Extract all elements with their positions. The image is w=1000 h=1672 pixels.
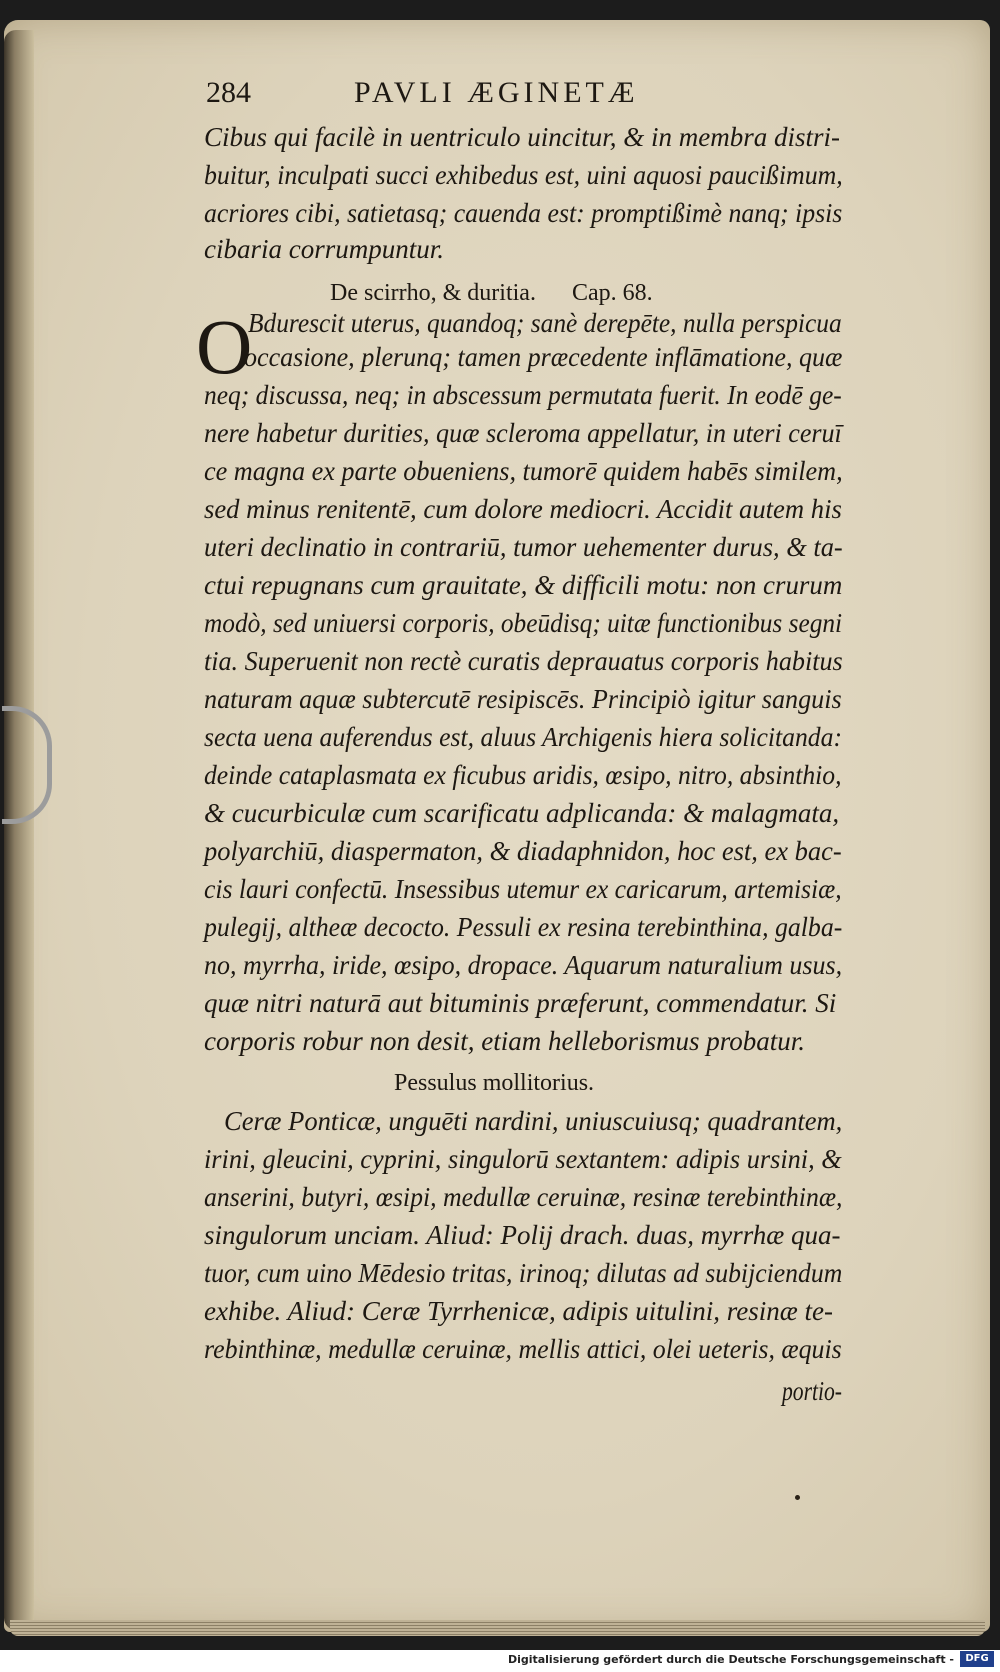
text-line: secta uena auferendus est, aluus Archigenis hiera solicitanda: xyxy=(204,722,843,752)
text-line: polyarchiū, diaspermaton, & diadaphnidon, hoc est, ex bac- xyxy=(204,836,842,866)
text-line: corporis robur non desit, etiam helleborismus probatur. xyxy=(204,1026,806,1056)
text-line: uteri declinatio in contrariū, tumor uehementer durus, & ta- xyxy=(204,532,843,562)
text-line: exhibe. Aliud: Ceræ Tyrrhenicæ, adipis uitulini, resinæ te- xyxy=(204,1296,833,1326)
text-line: sed minus renitentē, cum dolore mediocri. Accidit autem his xyxy=(204,494,842,524)
book-spine xyxy=(4,30,34,1630)
running-head-title: PAVLI ÆGINETÆ xyxy=(354,76,639,109)
text-line: tia. Superuenit non rectè curatis deprauatus corporis habitus xyxy=(204,646,843,676)
text-line: cibaria corrumpuntur. xyxy=(204,234,445,264)
text-line: anserini, butyri, œsipi, medullæ ceruinæ, resinæ terebinthinæ, xyxy=(204,1182,843,1212)
text-line: & cucurbiculæ cum scarificatu adplicanda: & malagmata, xyxy=(204,798,840,828)
dfg-logo-icon: DFG xyxy=(960,1651,994,1667)
text-line: singulorum unciam. Aliud: Polij drach. duas, myrrhæ qua- xyxy=(204,1220,841,1250)
text-line: Ceræ Ponticæ, unguēti nardini, uniuscuiusq; quadrantem, xyxy=(224,1106,843,1136)
section-heading: Pessulus mollitorius. xyxy=(394,1070,595,1096)
chapter-heading: De scirrho, & duritia. Cap. 68. xyxy=(330,280,653,306)
text-line: rebinthinæ, medullæ ceruinæ, mellis attici, olei ueteris, æquis xyxy=(204,1334,842,1364)
text-line: nere habetur durities, quæ scleroma appellatur, in uteri ceruī xyxy=(204,418,842,448)
ink-speck xyxy=(795,1495,800,1500)
text-line: buitur, inculpati succi exhibedus est, uini aquosi paucißimum, xyxy=(204,160,843,190)
text-line: modò, sed uniuersi corporis, obeūdisq; uitæ functionibus segni xyxy=(204,608,843,638)
text-line: quæ nitri naturā aut bituminis præferunt, commendatur. Si xyxy=(204,988,837,1018)
catchword: portio- xyxy=(782,1376,843,1406)
drop-capital: O xyxy=(196,303,253,390)
text-line: deinde cataplasmata ex ficubus aridis, œsipo, nitro, absinthio, xyxy=(204,760,842,790)
text-line: irini, gleucini, cyprini, singulorū sextantem: adipis ursini, & xyxy=(204,1144,842,1174)
running-header xyxy=(206,76,846,116)
clasp-ring xyxy=(2,706,52,824)
page-number: 284 xyxy=(206,76,251,109)
text-line: ce magna ex parte obueniens, tumorē quidem habēs similem, xyxy=(204,456,843,486)
text-line: pulegij, altheæ decocto. Pessuli ex resina terebinthina, galba- xyxy=(204,912,843,942)
text-line: no, myrrha, iride, œsipo, dropace. Aquarum naturalium usus, xyxy=(204,950,843,980)
text-line: ctui repugnans cum grauitate, & difficili motu: non crurum xyxy=(204,570,843,600)
footer-credit: Digitalisierung gefördert durch die Deutsche Forschungsgemeinschaft - xyxy=(507,1653,954,1666)
text-line: tuor, cum uino Mēdesio tritas, irinoq; dilutas ad subijciendum xyxy=(204,1258,843,1288)
text-line: Cibus qui facilè in uentriculo uincitur, & in membra distri- xyxy=(204,122,840,152)
text-line: cis lauri confectū. Insessibus utemur ex caricarum, artemisiæ, xyxy=(204,874,842,904)
page-edges xyxy=(10,1620,985,1636)
text-line: naturam aquæ subtercutē resipiscēs. Principiò igitur sanguis xyxy=(204,684,842,714)
text-line: Bdurescit uterus, quandoq; sanè derepēte, nulla perspicua xyxy=(248,308,842,338)
text-line: neq; discussa, neq; in abscessum permutata fuerit. In eodē ge- xyxy=(204,380,842,410)
text-line: occasione, plerunq; tamen præcedente inflāmatione, quæ xyxy=(244,342,843,372)
text-line: acriores cibi, satietasq; cauenda est: promptißimè nanq; ipsis xyxy=(204,198,843,228)
